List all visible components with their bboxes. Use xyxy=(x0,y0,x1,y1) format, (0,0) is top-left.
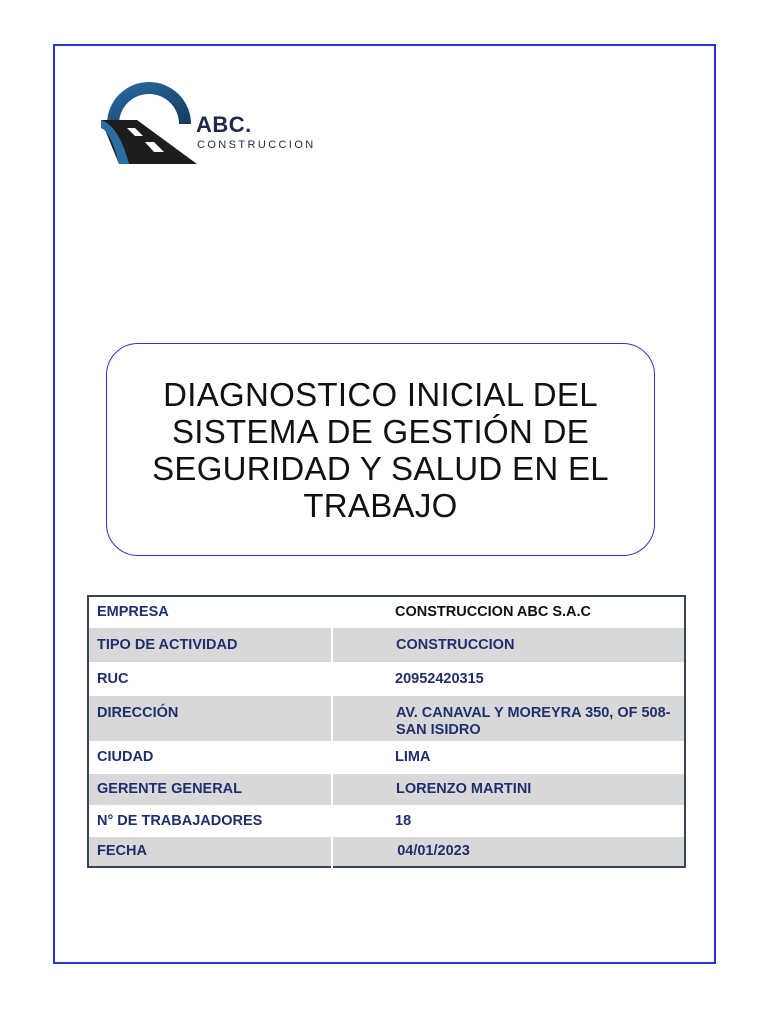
row-value: AV. CANAVAL Y MOREYRA 350, OF 508-SAN ISIDRO xyxy=(332,696,685,741)
row-value: CONSTRUCCION xyxy=(332,628,685,662)
row-label: TIPO DE ACTIVIDAD xyxy=(88,628,332,662)
table-row xyxy=(88,837,685,867)
table-row xyxy=(88,696,685,741)
row-label: EMPRESA xyxy=(97,604,169,620)
table-row xyxy=(88,628,685,662)
company-logo xyxy=(99,76,329,168)
row-label: N° DE TRABAJADORES xyxy=(97,812,263,829)
table-row xyxy=(88,596,685,628)
row-value: CONSTRUCCION ABC S.A.C xyxy=(395,604,592,620)
row-value: LORENZO MARTINI xyxy=(332,774,685,805)
logo-subtitle-text: CONSTRUCCION xyxy=(197,139,316,151)
company-info-table xyxy=(87,595,686,868)
row-label: CIUDAD xyxy=(97,749,154,765)
row-value: 18 xyxy=(395,812,412,829)
row-label: DIRECCIÓN xyxy=(88,696,332,741)
table-row xyxy=(88,774,685,805)
road-arc-icon xyxy=(99,76,199,168)
row-label: GERENTE GENERAL xyxy=(88,774,332,805)
table-row xyxy=(88,662,685,696)
row-value: LIMA xyxy=(395,749,431,765)
row-value: 04/01/2023 xyxy=(332,837,685,867)
logo-brand-text: ABC. xyxy=(196,112,252,137)
row-label: FECHA xyxy=(88,837,332,867)
table-row xyxy=(88,805,685,837)
row-label: RUC xyxy=(97,670,129,687)
document-title: DIAGNOSTICO INICIAL DEL SISTEMA DE GESTIÓN DE SEGURIDAD Y SALUD EN EL TRABAJO xyxy=(152,375,609,524)
table-row xyxy=(88,741,685,774)
title-box xyxy=(106,343,655,556)
row-value: 20952420315 xyxy=(395,670,484,687)
